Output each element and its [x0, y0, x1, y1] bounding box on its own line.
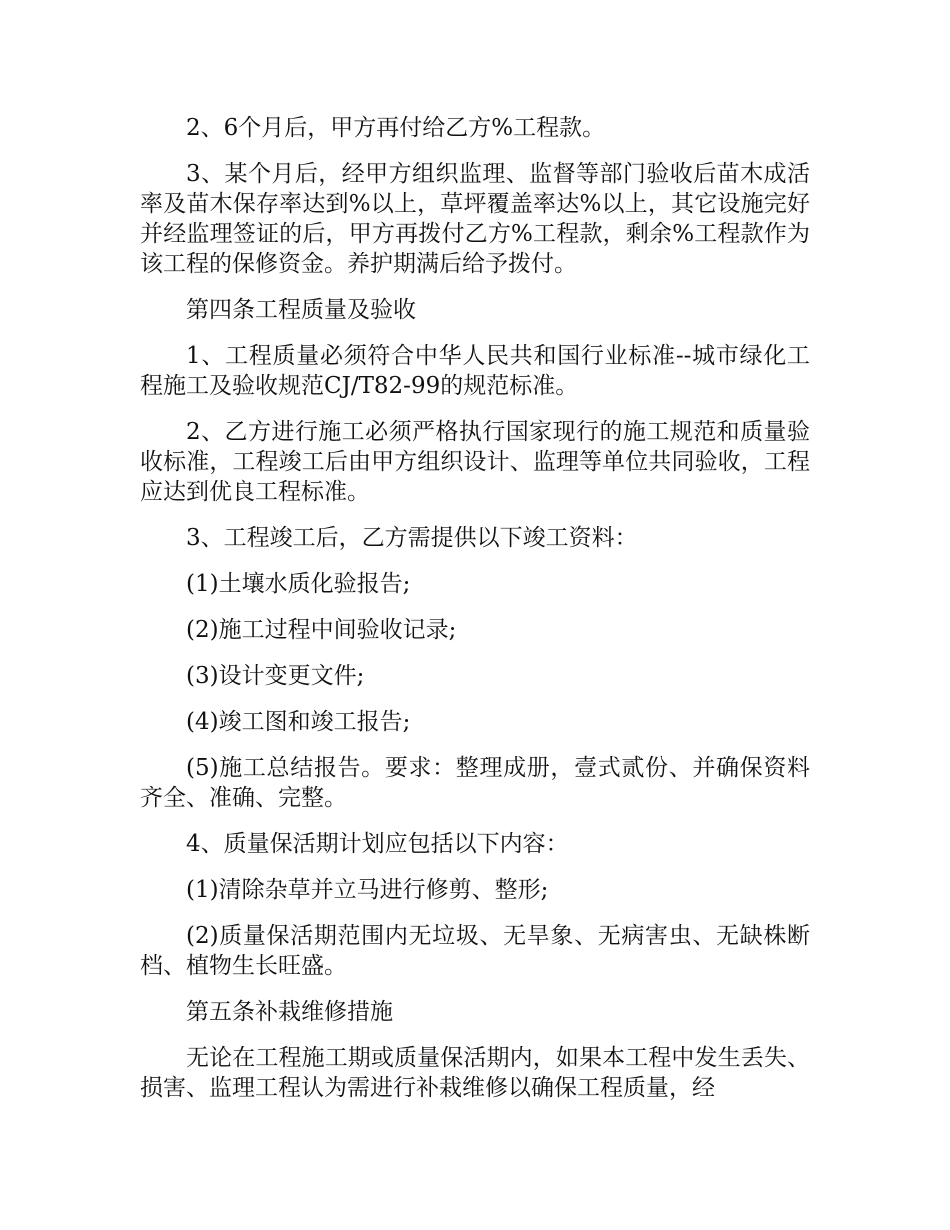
list-item-completion-drawings: (4)竣工图和竣工报告;: [186, 709, 411, 735]
section-heading-article-5: 第五条补栽维修措施: [186, 999, 393, 1025]
paragraph-payment-acceptance: 3、某个月后，经甲方组织监理、监督等部门验收后苗木成活率及苗木保存率达到%以上，草坪覆盖率达%以上，其它设施完好并经监理签证的后，甲方再拨付乙方%工程款，剩余%工程款作为该工程的保修资金。养护期满后给予拨付。: [140, 161, 810, 277]
paragraph-quality-standard: 1、工程质量必须符合中华人民共和国行业标准--城市绿化工程施工及验收规范CJ/T82-99的规范标准。: [140, 343, 810, 399]
list-item-warranty-scope: (2)质量保活期范围内无垃圾、无旱象、无病害虫、无缺株断档、植物生长旺盛。: [140, 923, 810, 979]
section-heading-article-4: 第四条工程质量及验收: [186, 297, 416, 323]
list-item-design-changes: (3)设计变更文件;: [186, 663, 365, 689]
paragraph-replanting-measures: 无论在工程施工期或质量保活期内，如果本工程中发生丢失、损害、监理工程认为需进行补栽维修以确保工程质量，经: [140, 1045, 810, 1101]
list-item-weed-removal: (1)清除杂草并立马进行修剪、整形;: [186, 877, 549, 903]
paragraph-construction-norms: 2、乙方进行施工必须严格执行国家现行的施工规范和质量验收标准，工程竣工后由甲方组织设计、监理等单位共同验收，工程应达到优良工程标准。: [140, 419, 810, 505]
paragraph-payment-6-months: 2、6个月后，甲方再付给乙方%工程款。: [186, 115, 606, 141]
list-item-soil-water-report: (1)土壤水质化验报告;: [186, 571, 411, 597]
list-item-intermediate-records: (2)施工过程中间验收记录;: [186, 617, 457, 643]
list-item-summary-report: (5)施工总结报告。要求：整理成册，壹式贰份、并确保资料齐全、准确、完整。: [140, 755, 810, 811]
paragraph-warranty-plan: 4、质量保活期计划应包括以下内容：: [186, 831, 569, 857]
paragraph-completion-documents: 3、工程竣工后，乙方需提供以下竣工资料：: [186, 525, 638, 551]
